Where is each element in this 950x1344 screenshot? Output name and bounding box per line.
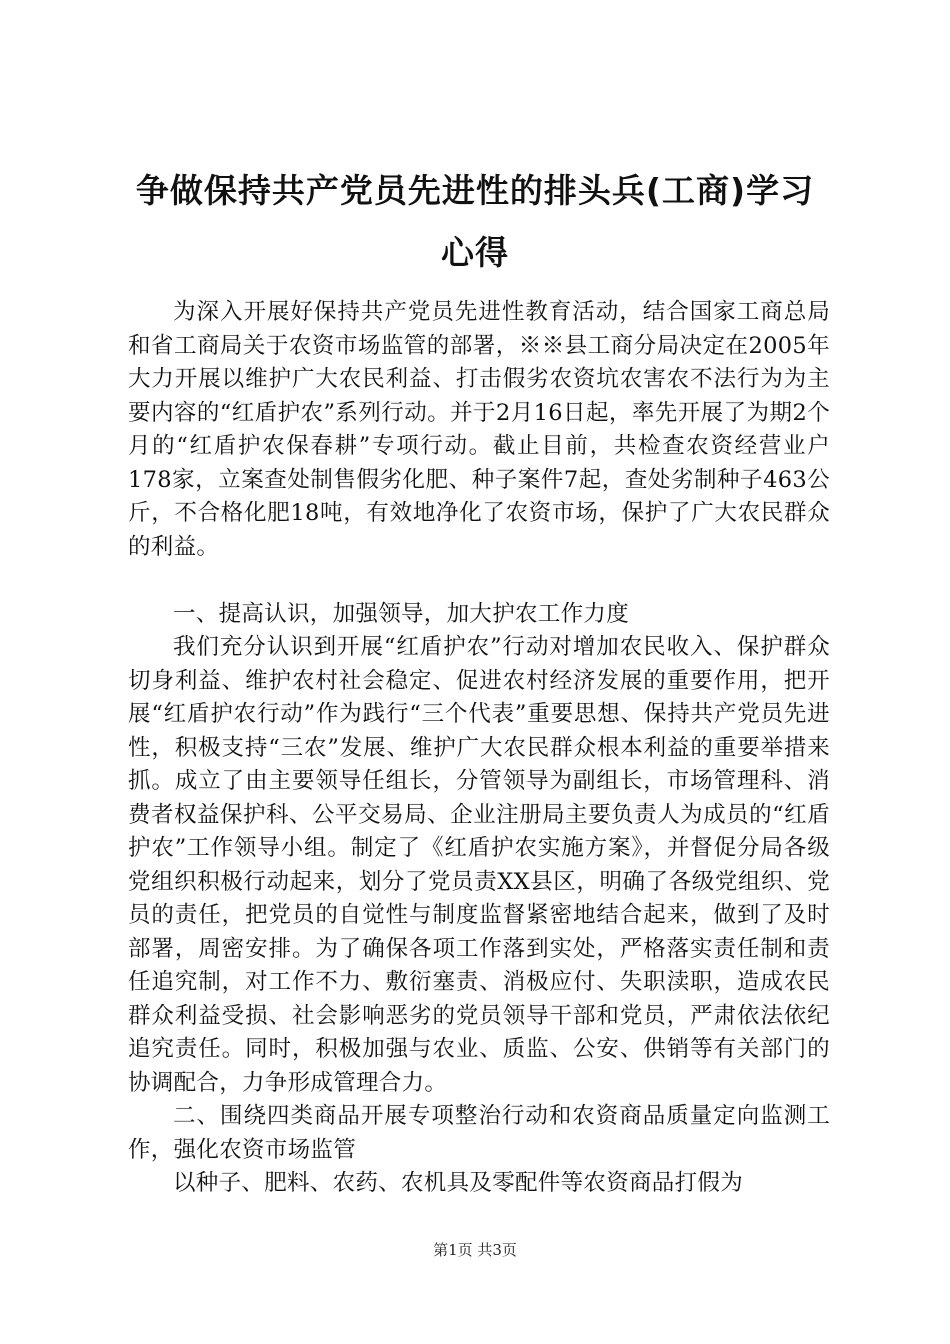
section-2-paragraph: 以种子、肥料、农药、农机具及零配件等农资商品打假为 <box>173 1170 744 1196</box>
section-heading-2: 二、围绕四类商品开展专项整治行动和农资商品质量定向监测工作，强化农资市场监管 <box>128 1103 830 1163</box>
document-body <box>128 296 830 1201</box>
intro-paragraph: 为深入开展好保持共产党员先进性教育活动，结合国家工商总局和省工商局关于农资市场监管的部署，※※县工商分局决定在2005年大力开展以维护广大农民利益、打击假劣农资坑农害农不法行为为主要内容的“红盾护农”系列行动。并于2月16日起，率先开展了为期2个月的“红盾护农保春耕”专项行动。截止目前，共检查农资经营业户178家，立案查处制售假劣化肥、种子案件7起，查处劣制种子463公斤，不合格化肥18吨，有效地净化了农资市场，保护了广大农民群众的利益。 <box>128 299 830 560</box>
page-number-footer: 第1页 共3页 <box>433 1241 517 1259</box>
section-heading-1: 一、提高认识，加强领导，加大护农工作力度 <box>173 600 630 627</box>
section-1-paragraph: 我们充分认识到开展“红盾护农”行动对增加农民收入、保护群众切身利益、维护农村社会稳定、促进农村经济发展的重要作用，把开展“红盾护农行动”作为践行“三个代表”重要思想、保持共产党员先进性，积极支持“三农”发展、维护广大农民群众根本利益的重要举措来抓。成立了由主要领导任组长，分管领导为副组长，市场管理科、消费者权益保护科、公平交易局、企业注册局主要负责人为成员的“红盾护农”工作领导小组。制定了《红盾护农实施方案》，并督促分局各级党组织积极行动起来，划分了党员责XX县区，明确了各级党组织、党员的责任，把党员的自觉性与制度监督紧密地结合起来，做到了及时部署，周密安排。为了确保各项工作落到实处，严格落实责任制和责任追究制，对工作不力、敷衍塞责、消极应付、失职渎职，造成农民群众利益受损、社会影响恶劣的党员领导干部和党员，严肃依法依纪追究责任。同时，积极加强与农业、质监、公安、供销等有关部门的协调配合，力争形成管理合力。 <box>128 634 830 1096</box>
document-title: 争做保持共产党员先进性的排头兵(工商)学习心得 <box>135 171 815 272</box>
